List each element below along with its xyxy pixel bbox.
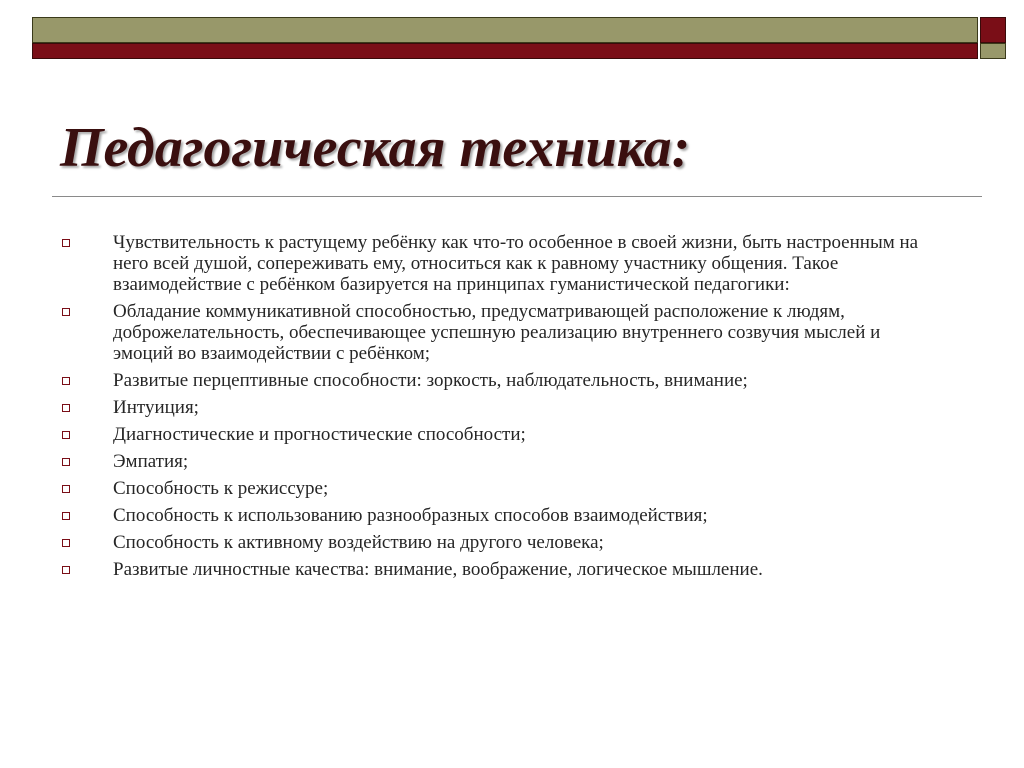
list-item [62,424,942,445]
hollow-square-icon [62,512,70,520]
hollow-square-icon [62,431,70,439]
corner-square-olive [980,43,1006,59]
hollow-square-icon [62,404,70,412]
bullet-text: Развитые перцептивные способности: зоркость, наблюдательность, внимание; [113,370,748,391]
corner-square-maroon [980,17,1006,43]
bullet-text: Способность к активному воздействию на другого человека; [113,532,604,553]
list-item [62,301,942,364]
list-item [62,532,942,553]
bullet-text: Чувствительность к растущему ребёнку как что-то особенное в своей жизни, быть настроенным на него всей душой, сопереживать ему, относиться как к равному участнику общения. Такое взаимодействие с ребёнком базируется на принципах гуманистической педагогики: [113,232,919,295]
list-item [62,559,942,580]
bullet-text: Диагностические и прогностические способности; [113,424,526,445]
hollow-square-icon [62,308,70,316]
bullet-text: Способность к использованию разнообразных способов взаимодействия; [113,505,708,526]
hollow-square-icon [62,566,70,574]
bullet-list [62,232,942,586]
list-item [62,370,942,391]
bullet-text: Обладание коммуникативной способностью, предусматривающей расположение к людям, доброжелательность, обеспечивающее успешную реализацию внутреннего созвучия мыслей и эмоций во взаимодействии с ребёнком; [113,301,881,364]
bullet-text: Развитые личностные качества: внимание, воображение, логическое мышление. [113,559,763,580]
hollow-square-icon [62,485,70,493]
list-item [62,505,942,526]
hollow-square-icon [62,239,70,247]
slide-title: Педагогическая техника: [60,117,691,179]
title-divider [52,196,982,197]
bullet-text: Эмпатия; [113,451,189,472]
bullet-text: Интуиция; [113,397,199,418]
list-item [62,478,942,499]
header-bar-top [32,17,978,43]
bullet-text: Способность к режиссуре; [113,478,329,499]
hollow-square-icon [62,458,70,466]
hollow-square-icon [62,377,70,385]
hollow-square-icon [62,539,70,547]
list-item [62,397,942,418]
header-bar-bottom [32,43,978,59]
list-item [62,232,942,295]
list-item [62,451,942,472]
